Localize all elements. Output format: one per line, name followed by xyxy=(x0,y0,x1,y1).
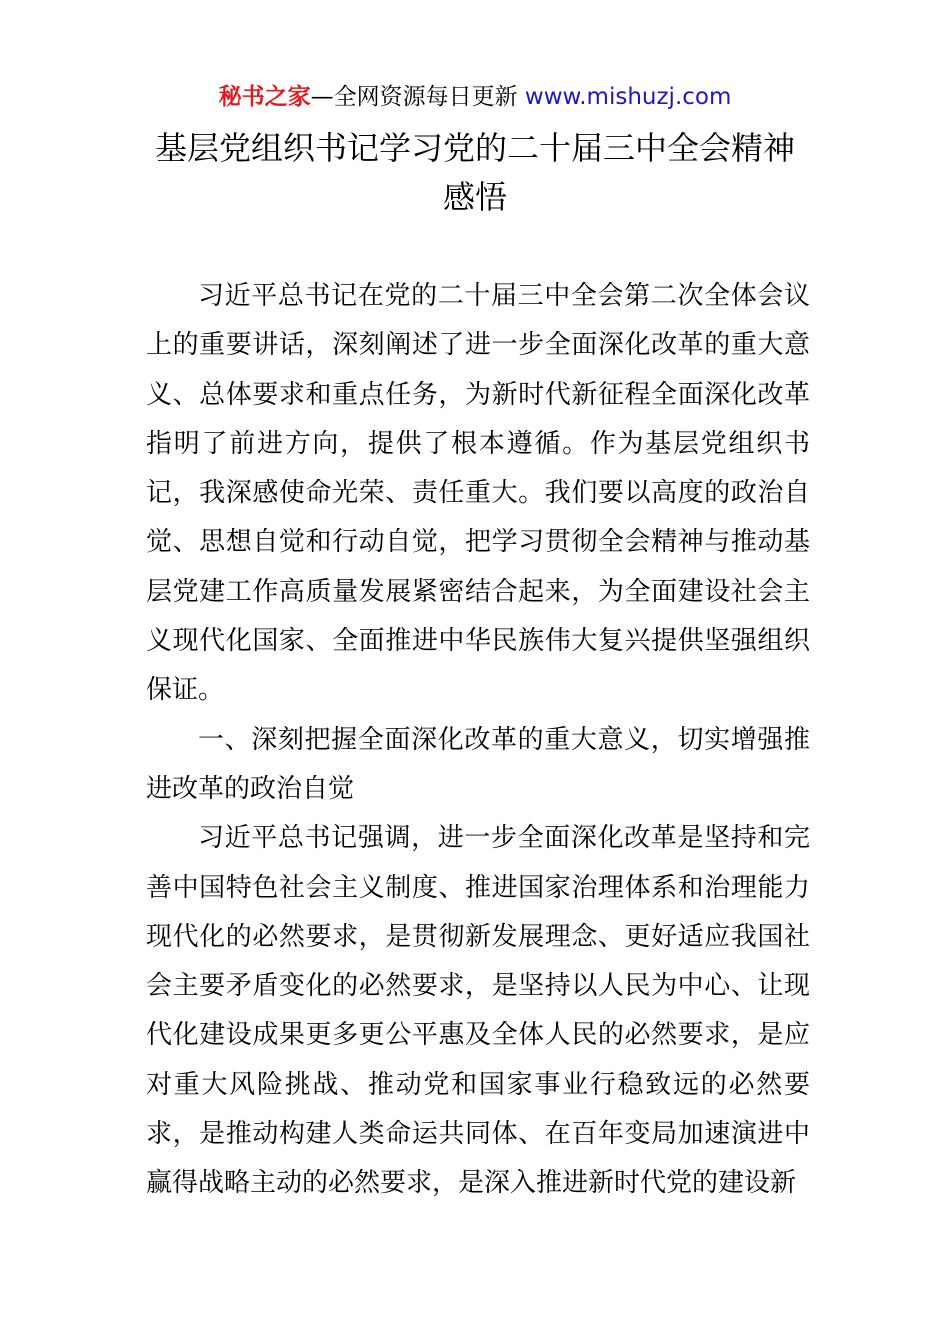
section-heading-1: 一、深刻把握全面深化改革的重大意义，切实增强推进改革的政治自觉 xyxy=(146,724,810,804)
document-body xyxy=(146,272,810,1209)
intro-paragraph: 习近平总书记在党的二十届三中全会第二次全体会议上的重要讲话，深刻阐述了进一步全面深化改革的重大意义、总体要求和重点任务，为新时代新征程全面深化改革指明了前进方向，提供了根本遵循。作为基层党组织书记，我深感使命光荣、责任重大。我们要以高度的政治自觉、思想自觉和行动自觉，把学习贯彻全会精神与推动基层党建工作高质量发展紧密结合起来，为全面建设社会主义现代化国家、全面推进中华民族伟大复兴提供坚强组织保证。 xyxy=(146,281,810,706)
body-paragraph: 习近平总书记强调，进一步全面深化改革是坚持和完善中国特色社会主义制度、推进国家治理体系和治理能力现代化的必然要求，是贯彻新发展理念、更好适应我国社会主要矛盾变化的必然要求，是坚持以人民为中心、让现代化建设成果更多更公平惠及全体人民的必然要求，是应对重大风险挑战、推动党和国家事业行稳致远的必然要求，是推动构建人类命运共同体、在百年变局加速演进中赢得战略主动的必然要求，是深入推进新时代党的建设新 xyxy=(146,823,810,1199)
site-url-link[interactable]: www.mishuzj.com xyxy=(524,84,732,110)
brand-name: 秘书之家 xyxy=(218,84,311,110)
document-title: 基层党组织书记学习党的二十届三中全会精神感悟 xyxy=(154,129,795,216)
header-tagline: —全网资源每日更新 xyxy=(310,84,525,110)
site-header xyxy=(0,80,950,114)
